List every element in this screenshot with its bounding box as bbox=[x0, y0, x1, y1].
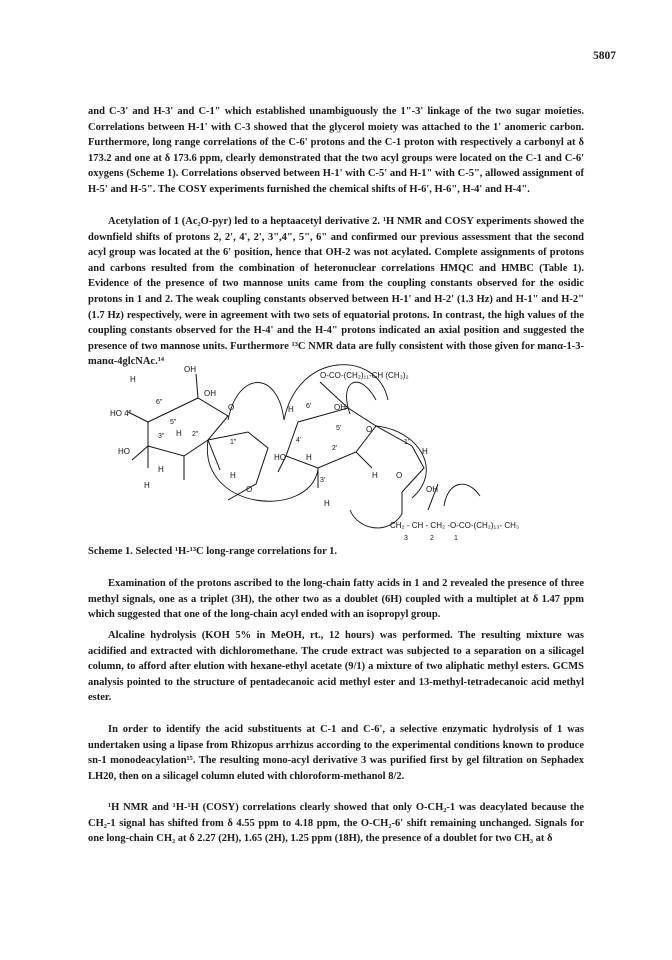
oh-ring-2: OH bbox=[334, 403, 346, 412]
o-ring-2: O bbox=[366, 425, 373, 434]
label-5pp: 5" bbox=[170, 419, 177, 426]
label-2pp: 2" bbox=[192, 431, 199, 438]
glycerol-number-2: 2 bbox=[430, 535, 434, 542]
label-1pp: 1" bbox=[230, 439, 237, 446]
h-d: H bbox=[288, 405, 294, 414]
paragraph-4: Alcaline hydrolysis (KOH 5% in MeOH, rt., 12 hours) was performed. The resulting mixture was acidified and extracted with dichloromethane. The crude extract was subjected to a separation on a silicagel column, to afford after elution with hexane-ethyl acetate (9/1) a mixture of two aliphatic methyl esters. GCMS analysis pointed to the structure of pentadecanoic acid methyl ester and 13-methyl-tetradecanoic acid methyl ester. bbox=[88, 630, 584, 704]
label-3pp: 3" bbox=[158, 433, 165, 440]
paragraph-1: and C-3' and H-3' and C-1" which established unambiguously the 1"-3' linkage of the two sugar moieties. Correlations between H-1' with C-3 showed that the glycerol moiety was attached to the 1' anomeric carbon. Furthermore, long range correlations of the C-6' protons and the C-1 proton with respectively a carbonyl at δ 173.2 and one at δ 173.6 ppm, clearly demonstrated that the two acyl groups were located on the C-1 and C-6' oxygens (Scheme 1). Correlations observed between H-1' with C-5' and H-1" with C-5", allowed assignment of H-5' and H-5". The COSY experiments furnished the chemical shifts of H-6', H-6", H-4' and H-4". bbox=[88, 106, 584, 195]
o-glycerol: O bbox=[396, 471, 403, 480]
label-3p: 3' bbox=[320, 477, 326, 484]
oh-top: OH bbox=[184, 365, 196, 374]
correlation-arc-1 bbox=[228, 383, 284, 421]
glycerol-number-1: 1 bbox=[454, 535, 458, 542]
correlation-arc-5 bbox=[376, 426, 426, 498]
scheme-caption: Scheme 1. Selected ¹H-¹³C long-range correlations for 1. bbox=[88, 546, 338, 557]
o-link: O bbox=[246, 485, 253, 494]
acyl-chain-top: O-CO-(CH₂)₁₁-CH (CH₃)₂ bbox=[320, 371, 409, 380]
paragraph-6: ¹H NMR and ¹H-¹H (COSY) correlations clearly showed that only O-CH₂-1 was deacylated because the CH₂-1 signal has shifted from δ 4.55 ppm to 4.18 ppm, the O-CH₂-6' shift remaining unchanged. Signals for one long-chain CH₂ at δ 2.27 (2H), 1.65 (2H), 1.25 ppm (18H), the presence of a doublet for two CH₃ at δ bbox=[88, 802, 584, 845]
h-top-left: H bbox=[130, 375, 136, 384]
h-g: H bbox=[324, 499, 330, 508]
ring-2-substituents bbox=[278, 382, 412, 488]
link-bonds bbox=[208, 432, 268, 500]
label-ho4pp: HO 4" bbox=[110, 409, 132, 418]
paragraph-5: In order to identify the acid substituents at C-1 and C-6', a selective enzymatic hydrolysis of 1 was undertaken using a lipase from Rhizopus arrhizus according to the experimental conditions known to produce sn-1 monodeacylation¹⁵. The resulting mono-acyl derivative 3 was purified first by gel filtration on Sephadex LH20, then on a silicagel column eluted with chloroform-methanol 8/2. bbox=[88, 724, 584, 782]
oh-ring-1: OH bbox=[204, 389, 216, 398]
h-h: H bbox=[372, 471, 378, 480]
page-number: 5807 bbox=[593, 50, 616, 62]
ring-1-bonds bbox=[148, 398, 228, 456]
scheme-structure bbox=[88, 360, 584, 550]
glycerol-number-3: 3 bbox=[404, 535, 408, 542]
correlation-arc-3 bbox=[347, 382, 376, 414]
h-f: H bbox=[422, 447, 428, 456]
ho-left: HO bbox=[118, 447, 130, 456]
glycerol-chain: CH₂ - CH - CH₂ -O-CO-(CH₂)₁₃- CH₃ bbox=[390, 521, 520, 530]
correlation-arc-6 bbox=[444, 484, 480, 506]
glycerol-bonds bbox=[402, 446, 438, 514]
label-6pp: 6" bbox=[156, 399, 163, 406]
h-bottom-left: H bbox=[144, 481, 150, 490]
h-b: H bbox=[230, 471, 236, 480]
h-c: H bbox=[158, 465, 164, 474]
label-6p: 6' bbox=[306, 403, 312, 410]
paragraph-2: Acetylation of 1 (Ac₂O-pyr) led to a heptaacetyl derivative 2. ¹H NMR and COSY experiments showed the downfield shifts of protons 2, 2', 4', 2', 3",4", 5", 6" and confirmed our previous assessment that the second acyl group was located at the 6' position, hence that OH-2 was not acylated. Complete assignments of protons and carbons resulted from the combination of heteronuclear correlations HMQC and HMBC (Table 1). Evidence of the presence of two mannose units came from the coupling constants observed for the osidic protons in 1 and 2. The weak coupling constants observed between H-1' and H-2' (1.3 Hz) and H-1" and H-2" (1.7 Hz) respectively, were in agreement with two sets of equatorial protons. In contrast, the high values of the coupling constants observed for the H-4' and the H-4" protons indicated an axial position and suggested the presence of two mannose units. Furthermore ¹³C NMR data are fully consistent with those given for manα-1-3-manα-4glcNAc.¹⁴ bbox=[88, 216, 584, 368]
ho-4p: HO bbox=[274, 453, 286, 462]
h-e: H bbox=[306, 453, 312, 462]
h-a: H bbox=[176, 429, 182, 438]
label-4p: 4' bbox=[296, 437, 302, 444]
label-5p: 5' bbox=[336, 425, 342, 432]
label-2p: 2' bbox=[332, 445, 338, 452]
label-1p: 1' bbox=[404, 439, 410, 446]
o-ring-1: O bbox=[228, 403, 235, 412]
paragraph-3: Examination of the protons ascribed to the long-chain fatty acids in 1 and 2 revealed the presence of three methyl signals, one as a triplet (3H), the other two as a doublet (6H) coupled with a multiplet at δ 1.47 ppm which suggested that one of the long-chain acyl ended with an isopropyl group. bbox=[88, 578, 584, 621]
correlation-arc-4 bbox=[207, 440, 318, 501]
oh-glycerol: OH bbox=[426, 485, 438, 494]
